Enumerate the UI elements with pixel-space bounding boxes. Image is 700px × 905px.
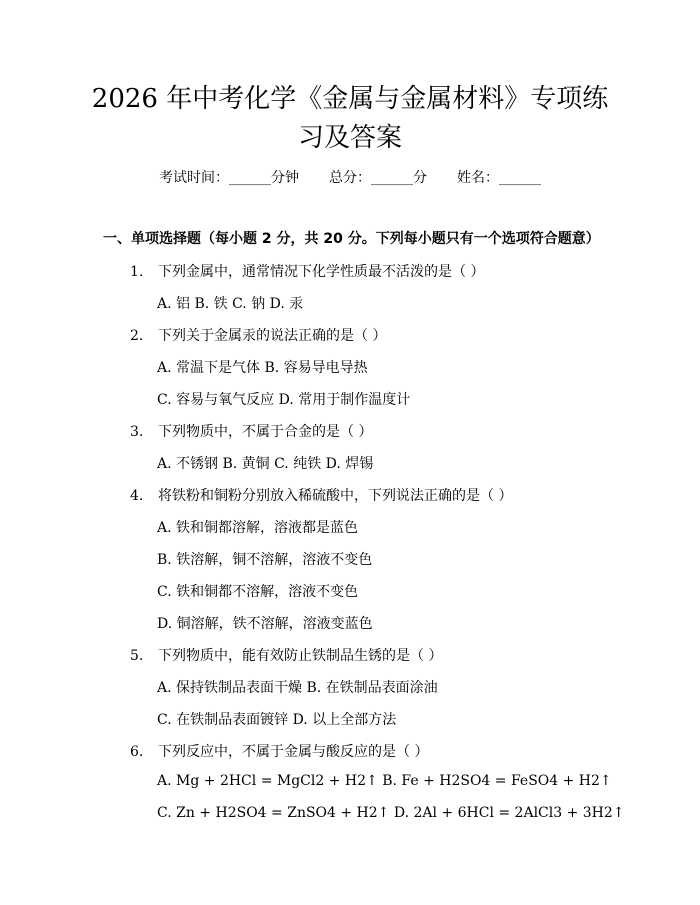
document-title-line-2: 习及答案 [297,123,402,153]
question-2-options-ab: A. 常温下是气体 B. 容易导电导热 [157,360,368,376]
question-3-options: A. 不锈钢 B. 黄铜 C. 纯铁 D. 焊锡 [157,456,374,472]
question-1 [130,261,484,281]
question-4-option-a: A. 铁和铜都溶解，溶液都是蓝色 [157,520,359,536]
question-6 [130,741,428,761]
exam-time-field: 考试时间：______分钟 [159,170,299,186]
question-number: 5. [130,648,144,664]
question-text: 下列物质中，能有效防止铁制品生锈的是（ ） [158,648,443,664]
question-2 [130,325,386,345]
question-number: 4. [130,488,144,504]
question-number: 3. [130,424,144,440]
question-4-option-d: D. 铜溶解，铁不溶解，溶液变蓝色 [157,616,373,632]
question-3 [130,421,372,441]
question-number: 6. [130,744,144,760]
question-number: 1. [130,264,144,280]
document-title-line-1: 2026 年中考化学《金属与金属材料》专项练 [91,84,609,114]
question-text: 下列反应中，不属于金属与酸反应的是（ ） [158,744,429,760]
section-heading: 一、单项选择题（每小题 2 分，共 20 分。下列每小题只有一个选项符合题意） [103,231,600,247]
question-text: 下列物质中，不属于合金的是（ ） [158,424,373,440]
question-5-options-cd: C. 在铁制品表面镀锌 D. 以上全部方法 [157,712,397,728]
question-4-option-b: B. 铁溶解，铜不溶解，溶液不变色 [157,552,373,568]
question-6-options-ab: A. Mg + 2HCl = MgCl2 + H2↑ B. Fe + H2SO4 = FeSO4 + H2↑ [157,773,612,789]
question-6-options-cd: C. Zn + H2SO4 = ZnSO4 + H2↑ D. 2Al + 6HCl = 2AlCl3 + 3H2↑ [157,805,625,821]
question-5 [130,645,442,665]
total-score-field: 总分：______分 [329,170,427,186]
question-5-options-ab: A. 保持铁制品表面干燥 B. 在铁制品表面涂油 [157,680,438,696]
question-4-option-c: C. 铁和铜都不溶解，溶液不变色 [157,584,359,600]
question-number: 2. [130,328,144,344]
question-4 [130,485,512,505]
exam-info [0,167,700,187]
question-text: 下列关于金属汞的说法正确的是（ ） [158,328,387,344]
question-text: 下列金属中，通常情况下化学性质最不活泼的是（ ） [158,264,485,280]
question-text: 将铁粉和铜粉分别放入稀硫酸中，下列说法正确的是（ ） [158,488,513,504]
question-1-options: A. 铝 B. 铁 C. 钠 D. 汞 [157,296,304,312]
question-2-options-cd: C. 容易与氧气反应 D. 常用于制作温度计 [157,392,411,408]
student-name-field: 姓名：______ [457,170,541,186]
